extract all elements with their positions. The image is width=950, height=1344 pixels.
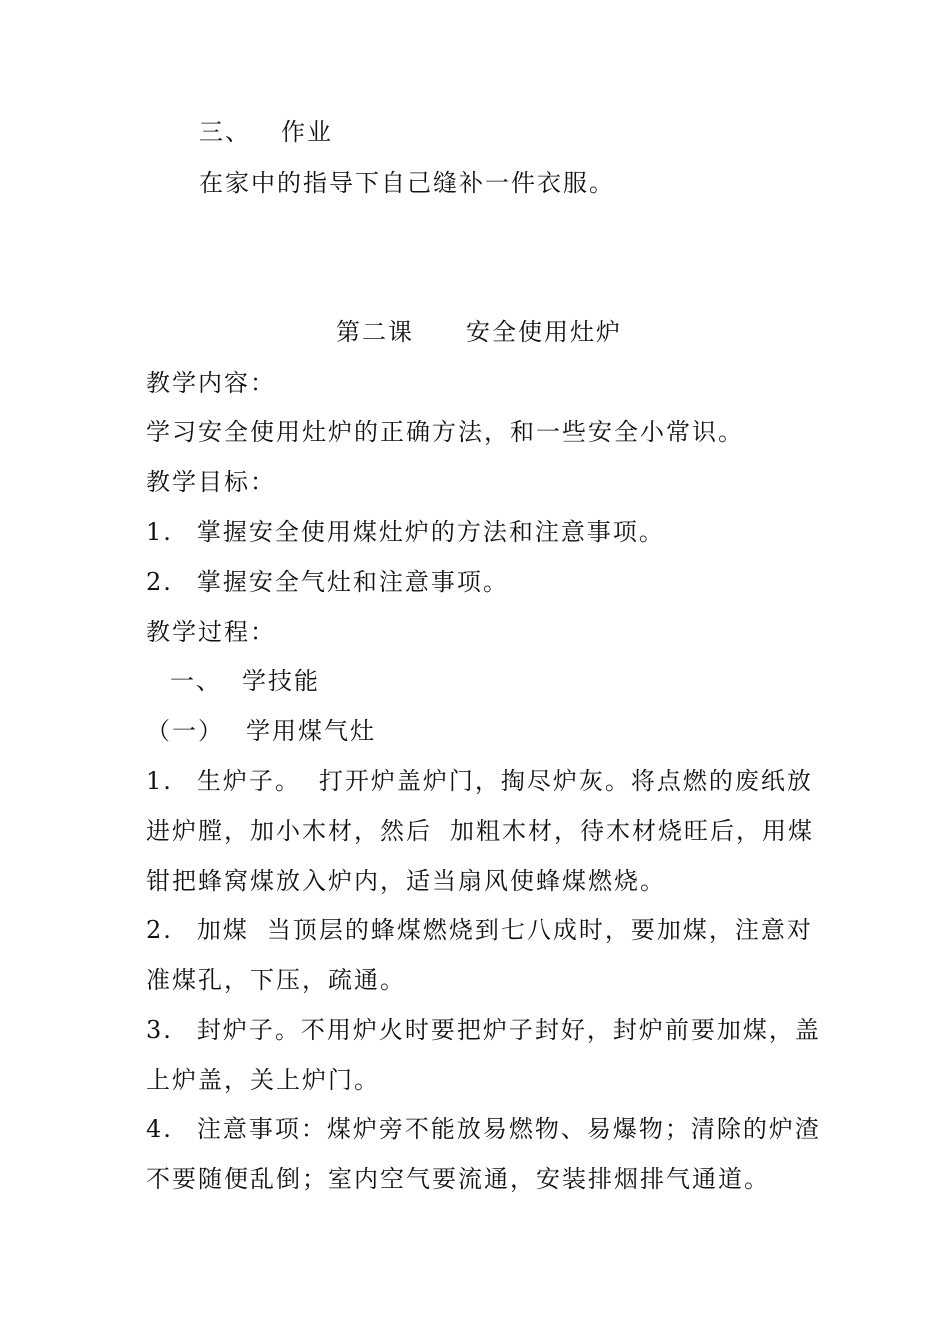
step-3-line-2: 上炉盖，关上炉门。 xyxy=(146,1066,380,1094)
goal-1-text: 掌握安全使用煤灶炉的方法和注意事项。 xyxy=(196,518,665,546)
subsection-1-number: （一） xyxy=(146,717,224,745)
step-4-number: 4. xyxy=(146,1115,173,1143)
step-2-line-2: 准煤孔，下压，疏通。 xyxy=(146,966,406,994)
lesson-title xyxy=(336,317,622,347)
content-text: 学习安全使用灶炉的正确方法，和一些安全小常识。 xyxy=(146,418,744,446)
step-2-text: 当顶层的蜂煤燃烧到七八成时，要加煤，注意对 xyxy=(266,916,813,944)
lesson-number: 第二课 xyxy=(336,318,414,346)
goal-item-1 xyxy=(146,517,665,547)
step-1-line-2-part-b: 加粗木材，待木材烧旺后，用煤 xyxy=(450,817,814,845)
step-1-line-3: 钳把蜂窝煤放入炉内，适当扇风使蜂煤燃烧。 xyxy=(146,867,666,895)
goal-item-2 xyxy=(146,567,509,597)
section-1-text: 学技能 xyxy=(242,667,320,695)
goal-1-number: 1. xyxy=(146,518,173,546)
step-1-text: 打开炉盖炉门，掏尽炉灰。将点燃的废纸放 xyxy=(318,767,813,795)
goal-2-number: 2. xyxy=(146,568,173,596)
subsection-1-heading xyxy=(146,716,376,746)
lesson-name: 安全使用灶炉 xyxy=(466,318,622,346)
step-3-text: 封炉子。不用炉火时要把炉子封好，封炉前要加煤，盖 xyxy=(196,1016,821,1044)
subsection-1-text: 学用煤气灶 xyxy=(246,717,376,745)
step-4-line-2: 不要随便乱倒；室内空气要流通，安装排烟排气通道。 xyxy=(146,1165,770,1193)
homework-body: 在家中的指导下自己缝补一件衣服。 xyxy=(199,169,615,197)
step-3-number: 3. xyxy=(146,1016,173,1044)
step-1-line-2-part-a: 进炉膛，加小木材，然后 xyxy=(146,817,432,845)
content-label: 教学内容： xyxy=(146,369,276,397)
step-2-line-1 xyxy=(146,915,813,945)
step-1-line-1 xyxy=(146,766,813,796)
section-1-heading xyxy=(170,666,320,696)
homework-heading-number: 三、 xyxy=(199,118,251,146)
section-1-number: 一、 xyxy=(170,667,222,695)
step-1-line-2 xyxy=(146,816,814,846)
process-label: 教学过程： xyxy=(146,618,276,646)
step-1-title: 生炉子。 xyxy=(196,767,301,795)
homework-heading-text: 作业 xyxy=(281,118,333,146)
step-4-text: 注意事项：煤炉旁不能放易燃物、易爆物；清除的炉渣 xyxy=(196,1115,821,1143)
homework-heading xyxy=(199,117,333,147)
goals-label: 教学目标： xyxy=(146,468,276,496)
goal-2-text: 掌握安全气灶和注意事项。 xyxy=(196,568,509,596)
step-3-line-1 xyxy=(146,1015,821,1045)
step-2-title: 加煤 xyxy=(196,916,249,944)
step-1-number: 1. xyxy=(146,767,173,795)
step-4-line-1 xyxy=(146,1114,821,1144)
step-2-number: 2. xyxy=(146,916,173,944)
